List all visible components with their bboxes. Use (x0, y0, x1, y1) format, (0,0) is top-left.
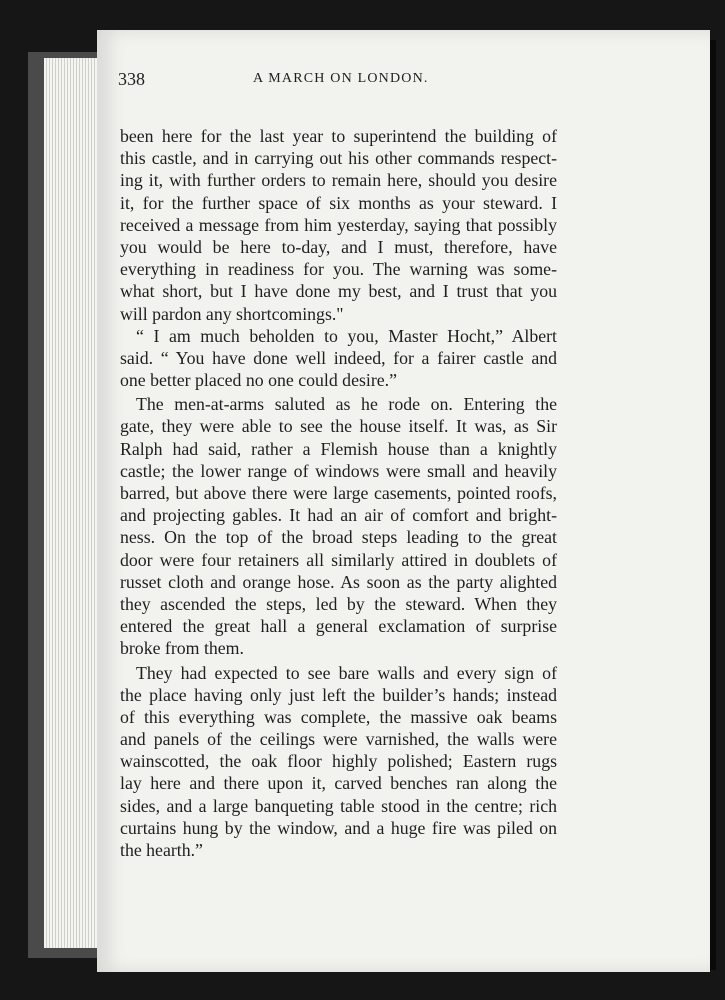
text-line: wainscotted, the oak floor highly polished; Eastern rugs (120, 751, 557, 772)
text-line: of this everything was complete, the massive oak beams (120, 706, 557, 727)
text-line: gate, they were able to see the house itself. It was, as Sir (120, 416, 557, 437)
text-line: it, for the further space of six months as your steward. I (120, 192, 557, 213)
text-line: russet cloth and orange hose. As soon as the party alighted (120, 571, 557, 592)
text-line: “ I am much beholden to you, Master Hocht,” Albert (136, 325, 557, 346)
paragraph (120, 125, 557, 325)
text-line: and projecting gables. It had an air of comfort and bright- (120, 505, 557, 526)
running-head: A MARCH ON LONDON. (253, 71, 429, 86)
text-line: said. “ You have done well indeed, for a fairer castle and (120, 347, 557, 368)
text-line: They had expected to see bare walls and every sign of (136, 662, 557, 683)
text-line: everything in readiness for you. The warning was some- (120, 259, 557, 280)
text-line: one better placed no one could desire.” (120, 370, 397, 391)
text-line: the place having only just left the builder’s hands; instead (120, 684, 557, 705)
text-line: door were four retainers all similarly attired in doublets of (120, 549, 557, 570)
text-line: been here for the last year to superintend the building of (120, 126, 557, 146)
text-line: entered the great hall a general exclamation of surprise (120, 616, 557, 637)
text-line: what short, but I have done my best, and I trust that you (120, 281, 557, 302)
text-line: lay here and there upon it, carved benches ran along the (120, 773, 557, 794)
text-line: you would be here to-day, and I must, therefore, have (120, 236, 557, 257)
text-line: Ralph had said, rather a Flemish house than a knightly (120, 438, 557, 459)
paragraph (120, 662, 557, 862)
text-line: will pardon any shortcomings." (120, 303, 344, 324)
text-line: The men-at-arms saluted as he rode on. Entering the (136, 394, 557, 415)
text-line: sides, and a large banqueting table stood in the centre; rich (120, 795, 557, 816)
body-text (120, 125, 557, 861)
text-line: they ascended the steps, led by the steward. When they (120, 593, 557, 614)
page-header (118, 69, 625, 95)
text-line: ness. On the top of the broad steps leading to the great (120, 527, 557, 548)
text-line: barred, but above there were large casements, pointed roofs, (120, 483, 557, 503)
paragraph (120, 325, 557, 392)
text-line: curtains hung by the window, and a huge fire was piled on (120, 817, 557, 838)
page-stack-edge (44, 58, 102, 948)
page-right-shadow (710, 40, 716, 970)
page-number: 338 (118, 69, 145, 89)
text-line: the hearth.” (120, 840, 203, 860)
text-line: this castle, and in carrying out his other commands respect- (120, 148, 557, 169)
text-line: received a message from him yesterday, saying that possibly (120, 214, 557, 235)
text-line: and panels of the ceilings were varnished, the walls were (120, 729, 557, 750)
text-line: ing it, with further orders to remain here, should you desire (120, 170, 557, 191)
text-line: broke from them. (120, 638, 244, 659)
text-line: castle; the lower range of windows were small and heavily (120, 460, 557, 481)
paragraph (120, 393, 557, 659)
